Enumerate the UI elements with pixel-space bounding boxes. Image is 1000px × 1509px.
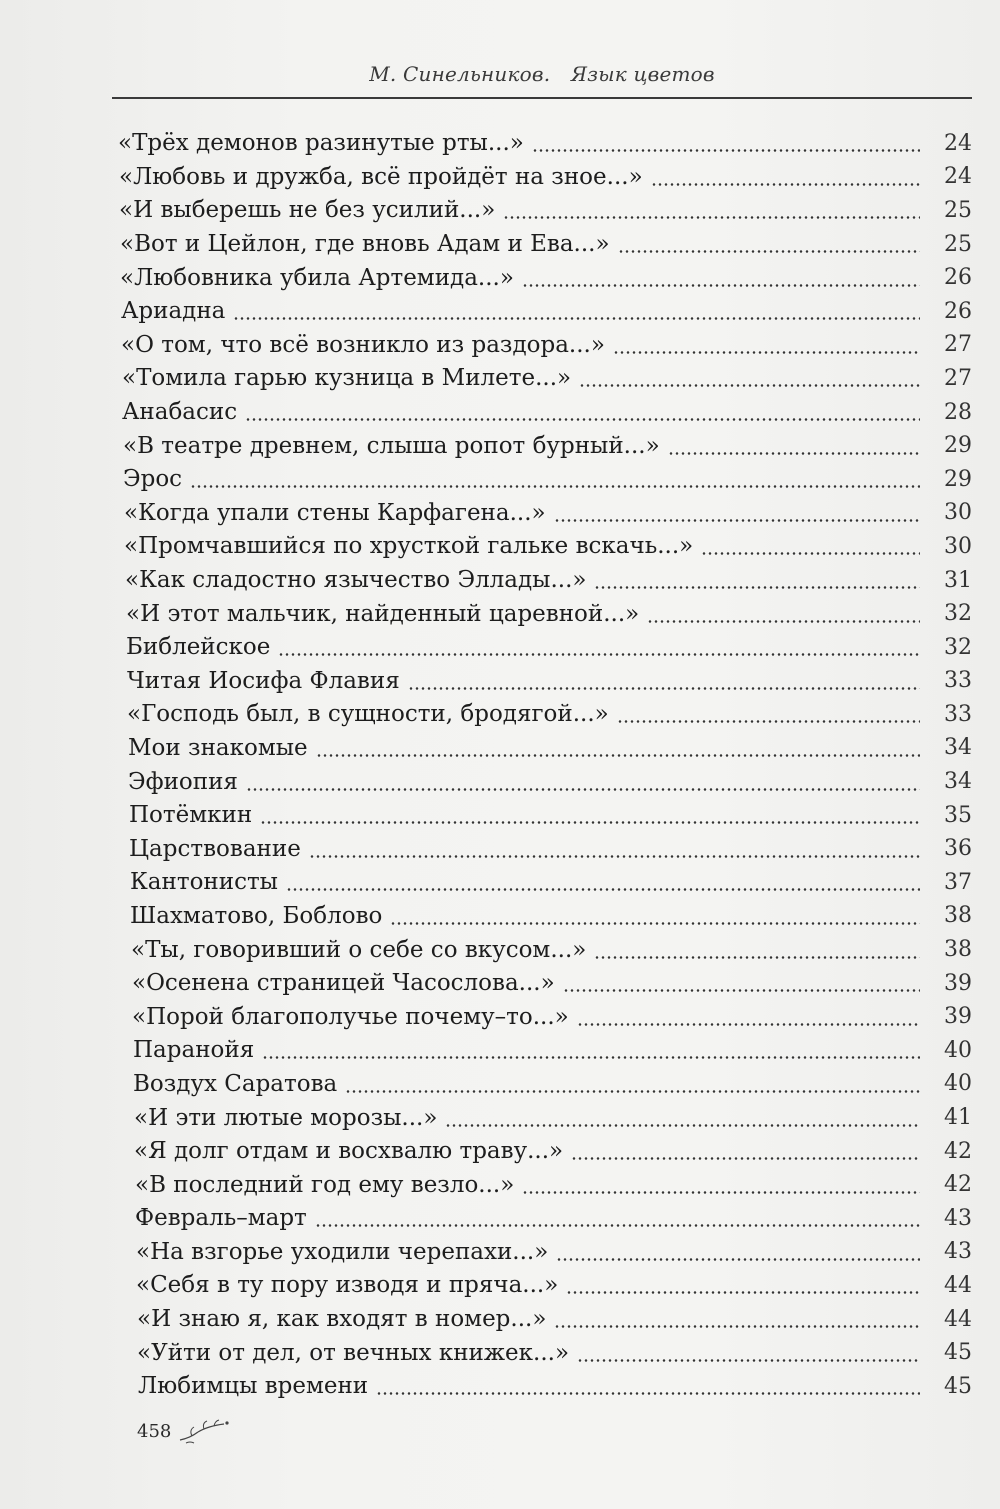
toc-entry-page: 30 [944, 500, 972, 526]
toc-leader-dots [668, 452, 920, 455]
toc-entry-title: «Трёх демонов разинутые рты...» [118, 130, 524, 157]
toc-entry-title: Ариадна [121, 298, 226, 325]
toc-leader-dots [577, 1023, 920, 1026]
toc-entry-title: «Томила гарью кузница в Милете...» [122, 365, 572, 392]
toc-entry-page: 45 [944, 1340, 972, 1366]
toc-entry [0, 698, 1000, 732]
toc-entry [0, 396, 1000, 430]
toc-entry [0, 228, 1000, 262]
toc-entry-title: Библейское [126, 634, 271, 661]
toc-entry [0, 732, 1000, 766]
toc-entry [0, 1101, 1000, 1135]
toc-entry-title: Кантонисты [130, 869, 278, 896]
toc-entry-title: Мои знакомые [128, 734, 308, 761]
toc-entry-page: 33 [944, 701, 972, 727]
toc-leader-dots [445, 1124, 920, 1127]
toc-entry-page: 31 [944, 567, 972, 593]
toc-leader-dots [246, 788, 920, 791]
toc-entry [0, 1168, 1000, 1202]
toc-entry-page: 29 [944, 433, 972, 459]
toc-leader-dots [345, 1090, 920, 1093]
toc-entry-page: 32 [944, 634, 972, 660]
toc-entry-title: «Себя в ту пору изводя и пряча...» [136, 1272, 559, 1299]
toc-entry-title: «И эти лютые морозы...» [134, 1104, 438, 1131]
toc-leader-dots [190, 485, 920, 488]
toc-entry-page: 34 [944, 735, 972, 761]
header-rule [112, 97, 972, 99]
toc-entry-title: «Как сладостно язычество Эллады...» [125, 567, 587, 594]
table-of-contents [0, 127, 1000, 1404]
toc-leader-dots [233, 317, 920, 320]
toc-entry [0, 1336, 1000, 1370]
toc-leader-dots [376, 1392, 920, 1395]
toc-entry-page: 29 [944, 466, 972, 492]
toc-entry-page: 27 [944, 332, 972, 358]
toc-leader-dots [651, 183, 920, 186]
toc-entry [0, 799, 1000, 833]
toc-entry-title: «И выберешь не без усилий...» [119, 197, 496, 224]
toc-entry-title: «Господь был, в сущности, бродягой...» [127, 701, 609, 728]
toc-entry-page: 33 [944, 668, 972, 694]
toc-entry [0, 127, 1000, 161]
toc-entry-page: 44 [944, 1306, 972, 1332]
toc-entry-page: 36 [944, 836, 972, 862]
toc-entry [0, 765, 1000, 799]
toc-entry [0, 1000, 1000, 1034]
toc-entry [0, 1236, 1000, 1270]
toc-entry-title: Потёмкин [129, 802, 253, 829]
toc-entry-title: Эфиопия [128, 768, 238, 795]
toc-entry-page: 26 [944, 298, 972, 324]
toc-leader-dots [556, 1258, 920, 1261]
toc-entry [0, 933, 1000, 967]
toc-entry-title: «Уйти от дел, от вечных книжек...» [137, 1339, 570, 1366]
toc-entry-page: 38 [944, 903, 972, 929]
toc-entry-title: Эрос [123, 466, 183, 493]
toc-leader-dots [532, 149, 920, 152]
toc-entry [0, 194, 1000, 228]
toc-leader-dots [408, 687, 920, 690]
toc-entry-page: 25 [944, 231, 972, 257]
toc-entry [0, 429, 1000, 463]
toc-leader-dots [571, 1157, 920, 1160]
toc-entry-title: «Я долг отдам и восхвалю траву...» [134, 1138, 564, 1165]
toc-entry-page: 40 [944, 1037, 972, 1063]
toc-entry [0, 1202, 1000, 1236]
toc-entry-title: Паранойя [133, 1037, 255, 1064]
toc-entry [0, 564, 1000, 598]
header-book-title: Язык цветов [570, 62, 715, 86]
toc-entry-title: Воздух Саратова [133, 1070, 338, 1097]
toc-entry-title: «Ты, говоривший о себе со вкусом...» [131, 936, 587, 963]
toc-leader-dots [701, 552, 920, 555]
toc-entry [0, 161, 1000, 195]
toc-entry-title: «Любовь и дружба, всё пройдёт на зное...» [119, 163, 643, 190]
toc-entry-page: 28 [944, 399, 972, 425]
toc-entry-page: 40 [944, 1071, 972, 1097]
toc-entry-page: 35 [944, 802, 972, 828]
toc-entry [0, 866, 1000, 900]
toc-entry-page: 39 [944, 1004, 972, 1030]
toc-leader-dots [647, 620, 920, 623]
toc-entry-page: 39 [944, 970, 972, 996]
toc-entry-page: 45 [944, 1373, 972, 1399]
toc-entry-page: 37 [944, 869, 972, 895]
toc-entry [0, 329, 1000, 363]
toc-entry [0, 1135, 1000, 1169]
toc-entry-page: 43 [944, 1205, 972, 1231]
toc-leader-dots [594, 956, 920, 959]
toc-entry-title: «Любовника убила Артемида...» [120, 264, 514, 291]
floral-ornament-icon [178, 1418, 248, 1446]
toc-leader-dots [522, 1191, 920, 1194]
toc-entry-title: «В последний год ему везло...» [135, 1171, 515, 1198]
toc-entry [0, 665, 1000, 699]
toc-leader-dots [613, 351, 920, 354]
toc-entry-title: «Осенена страницей Часослова...» [132, 970, 555, 997]
header-author: М. Синельников. [369, 62, 551, 86]
toc-entry [0, 295, 1000, 329]
toc-leader-dots [617, 720, 920, 723]
toc-leader-dots [286, 888, 920, 891]
toc-entry-title: «И этот мальчик, найденный царевной...» [126, 600, 640, 627]
toc-entry-title: Царствование [129, 835, 301, 862]
toc-leader-dots [316, 754, 920, 757]
toc-entry-page: 24 [944, 164, 972, 190]
toc-entry [0, 362, 1000, 396]
toc-leader-dots [278, 653, 920, 656]
toc-entry-title: «В театре древнем, слыша ропот бурный...» [123, 432, 660, 459]
toc-leader-dots [390, 922, 920, 925]
toc-entry-title: Анабасис [122, 399, 238, 426]
toc-entry-page: 44 [944, 1272, 972, 1298]
toc-leader-dots [260, 821, 920, 824]
toc-entry-page: 26 [944, 265, 972, 291]
toc-entry-page: 42 [944, 1138, 972, 1164]
toc-entry [0, 832, 1000, 866]
toc-entry [0, 261, 1000, 295]
toc-entry [0, 1269, 1000, 1303]
toc-leader-dots [563, 989, 920, 992]
toc-entry-page: 42 [944, 1172, 972, 1198]
toc-entry-title: Читая Иосифа Флавия [127, 667, 400, 694]
toc-entry-title: «Когда упали стены Карфагена...» [124, 499, 546, 526]
toc-entry-page: 30 [944, 533, 972, 559]
toc-entry-title: Шахматово, Боблово [130, 902, 383, 929]
toc-leader-dots [554, 519, 920, 522]
toc-leader-dots [522, 284, 920, 287]
toc-leader-dots [577, 1359, 920, 1362]
toc-entry [0, 900, 1000, 934]
toc-entry-page: 38 [944, 937, 972, 963]
toc-entry [0, 530, 1000, 564]
toc-entry [0, 631, 1000, 665]
toc-leader-dots [554, 1325, 920, 1328]
toc-entry-page: 43 [944, 1239, 972, 1265]
toc-entry [0, 1068, 1000, 1102]
toc-leader-dots [594, 586, 920, 589]
toc-entry [0, 967, 1000, 1001]
toc-entry-title: «На взгорье уходили черепахи...» [136, 1238, 549, 1265]
toc-entry-title: «Вот и Цейлон, где вновь Адам и Ева...» [120, 231, 610, 258]
running-head [112, 62, 972, 86]
toc-entry-page: 27 [944, 365, 972, 391]
toc-leader-dots [309, 855, 920, 858]
page-number: 458 [137, 1421, 172, 1442]
toc-leader-dots [579, 384, 920, 387]
toc-leader-dots [566, 1291, 920, 1294]
toc-entry-title: «Промчавшийся по хрусткой гальке вскачь...» [124, 533, 694, 560]
toc-entry-title: «О том, что всё возникло из раздора...» [121, 331, 605, 358]
toc-entry-page: 32 [944, 601, 972, 627]
toc-entry-title: «И знаю я, как входят в номер...» [137, 1306, 547, 1333]
toc-entry-page: 41 [944, 1105, 972, 1131]
toc-entry [0, 1034, 1000, 1068]
toc-leader-dots [618, 250, 920, 253]
toc-entry-title: «Порой благополучье почему–то...» [132, 1003, 569, 1030]
toc-entry [0, 497, 1000, 531]
toc-entry-title: Февраль–март [135, 1205, 307, 1232]
toc-entry [0, 1370, 1000, 1404]
toc-leader-dots [245, 418, 920, 421]
toc-entry [0, 597, 1000, 631]
toc-entry-title: Любимцы времени [138, 1373, 369, 1400]
toc-leader-dots [262, 1056, 920, 1059]
toc-entry-page: 34 [944, 769, 972, 795]
toc-leader-dots [503, 216, 920, 219]
toc-entry [0, 463, 1000, 497]
toc-entry-page: 25 [944, 197, 972, 223]
toc-leader-dots [315, 1224, 920, 1227]
toc-entry [0, 1303, 1000, 1337]
toc-entry-page: 24 [944, 130, 972, 156]
